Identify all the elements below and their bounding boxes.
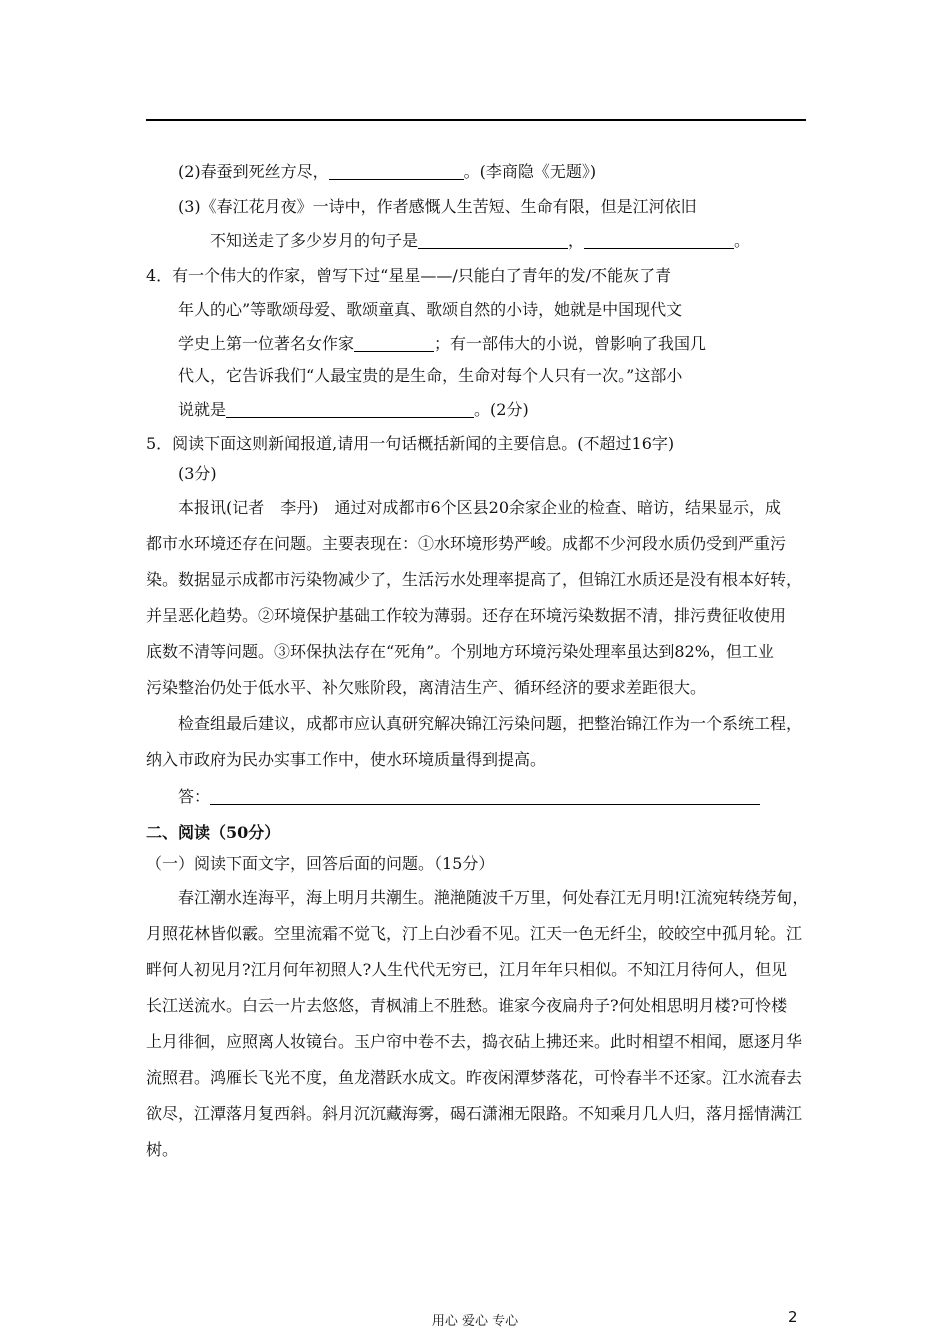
q4-line2: 年人的心”等歌颂母爱、歌颂童真、歌颂自然的小诗，她就是中国现代文 bbox=[178, 300, 683, 319]
answer-blank[interactable] bbox=[226, 401, 474, 418]
news-p1-line5: 底数不清等问题。③环保执法存在“死角”。个别地方环境污染处理率虽达到82%，但工业 bbox=[146, 642, 774, 661]
q5-line1: 5．阅读下面这则新闻报道,请用一句话概括新闻的主要信息。(不超过16字) bbox=[146, 434, 675, 453]
section-subheading: （一）阅读下面文字，回答后面的问题。（15分） bbox=[146, 854, 495, 873]
poem-line8: 树。 bbox=[146, 1140, 179, 1159]
q3-item3-line1: (3)《春江花月夜》一诗中，作者感慨人生苦短、生命有限，但是江河依旧 bbox=[178, 197, 697, 216]
answer-blank[interactable] bbox=[584, 232, 734, 249]
q3-item3-prompt: 不知送走了多少岁月的句子是 bbox=[210, 231, 419, 250]
page-number: 2 bbox=[788, 1308, 798, 1326]
poem-line7: 欲尽，江潭落月复西斜。斜月沉沉藏海雾，碣石潇湘无限路。不知乘月几人归，落月摇情满江 bbox=[146, 1104, 803, 1123]
poem-line1: 春江潮水连海平，海上明月共潮生。滟滟随波千万里，何处春江无月明!江流宛转绕芳甸， bbox=[178, 888, 809, 907]
poem-line5: 上月徘徊，应照离人妆镜台。玉户帘中卷不去，捣衣砧上拂还来。此时相望不相闻，愿逐月华 bbox=[146, 1032, 803, 1051]
footer-text: 用心 爱心 专心 bbox=[431, 1314, 519, 1329]
news-p2-line2: 纳入市政府为民办实事工作中，使水环境质量得到提高。 bbox=[146, 750, 547, 769]
header-rule bbox=[146, 119, 806, 121]
q5-score: (3分) bbox=[178, 464, 217, 483]
q4-line5-prompt: 说就是 bbox=[178, 400, 227, 419]
q5-answer bbox=[178, 786, 760, 808]
q4-line4: 代人，它告诉我们“人最宝贵的是生命，生命对每个人只有一次。”这部小 bbox=[178, 366, 683, 385]
q4-score: 。(2分) bbox=[474, 400, 529, 419]
q3-item2-source: 。(李商隐《无题》) bbox=[463, 162, 597, 181]
news-p1-line4: 并呈恶化趋势。②环境保护基础工作较为薄弱。还存在环境污染数据不清，排污费征收使用 bbox=[146, 606, 787, 625]
poem-line4: 长江送流水。白云一片去悠悠，青枫浦上不胜愁。谁家今夜扁舟子?何处相思明月楼?可怜楼 bbox=[146, 996, 788, 1015]
period: 。 bbox=[734, 231, 751, 250]
q4-line1: 4．有一个伟大的作家，曾写下过“星星——/只能白了青年的发/不能灰了青 bbox=[146, 266, 672, 285]
q3-item3-line2 bbox=[210, 230, 750, 252]
q4-line3-prompt: 学史上第一位著名女作家 bbox=[178, 334, 355, 353]
answer-blank[interactable] bbox=[210, 788, 760, 805]
answer-blank[interactable] bbox=[329, 163, 464, 180]
q4-line3-rest: ；有一部伟大的小说，曾影响了我国几 bbox=[434, 334, 707, 353]
news-p2-line1: 检查组最后建议，成都市应认真研究解决锦江污染问题，把整治锦江作为一个系统工程， bbox=[178, 714, 803, 733]
section-heading: 二、阅读（50分） bbox=[146, 823, 281, 842]
q4-line3 bbox=[178, 333, 706, 355]
answer-blank[interactable] bbox=[354, 335, 434, 352]
answer-blank[interactable] bbox=[418, 232, 568, 249]
answer-label: 答： bbox=[178, 787, 211, 806]
news-p1-line2: 都市水环境还存在问题。主要表现在：①水环境形势严峻。成都不少河段水质仍受到严重污 bbox=[146, 534, 787, 553]
poem-line6: 流照君。鸿雁长飞光不度，鱼龙潜跃水成文。昨夜闲潭梦落花，可怜春半不还家。江水流春去 bbox=[146, 1068, 803, 1087]
news-p1-line1: 本报讯(记者 李丹) 通过对成都市6个区县20余家企业的检查、暗访，结果显示，成 bbox=[178, 498, 782, 517]
poem-line2: 月照花林皆似霰。空里流霜不觉飞，汀上白沙看不见。江天一色无纤尘，皎皎空中孤月轮。江 bbox=[146, 924, 803, 943]
q4-line5 bbox=[178, 399, 529, 421]
comma: ， bbox=[568, 231, 585, 250]
poem-line3: 畔何人初见月?江月何年初照人?人生代代无穷已，江月年年只相似。不知江月待何人，但见 bbox=[146, 960, 788, 979]
q3-item2 bbox=[178, 161, 596, 183]
news-p1-line6: 污染整治仍处于低水平、补欠账阶段，离清洁生产、循环经济的要求差距很大。 bbox=[146, 678, 707, 697]
news-p1-line3: 染。数据显示成都市污染物减少了，生活污水处理率提高了，但锦江水质还是没有根本好转， bbox=[146, 570, 803, 589]
q3-item2-prompt: (2)春蚕到死丝方尽， bbox=[178, 162, 329, 181]
